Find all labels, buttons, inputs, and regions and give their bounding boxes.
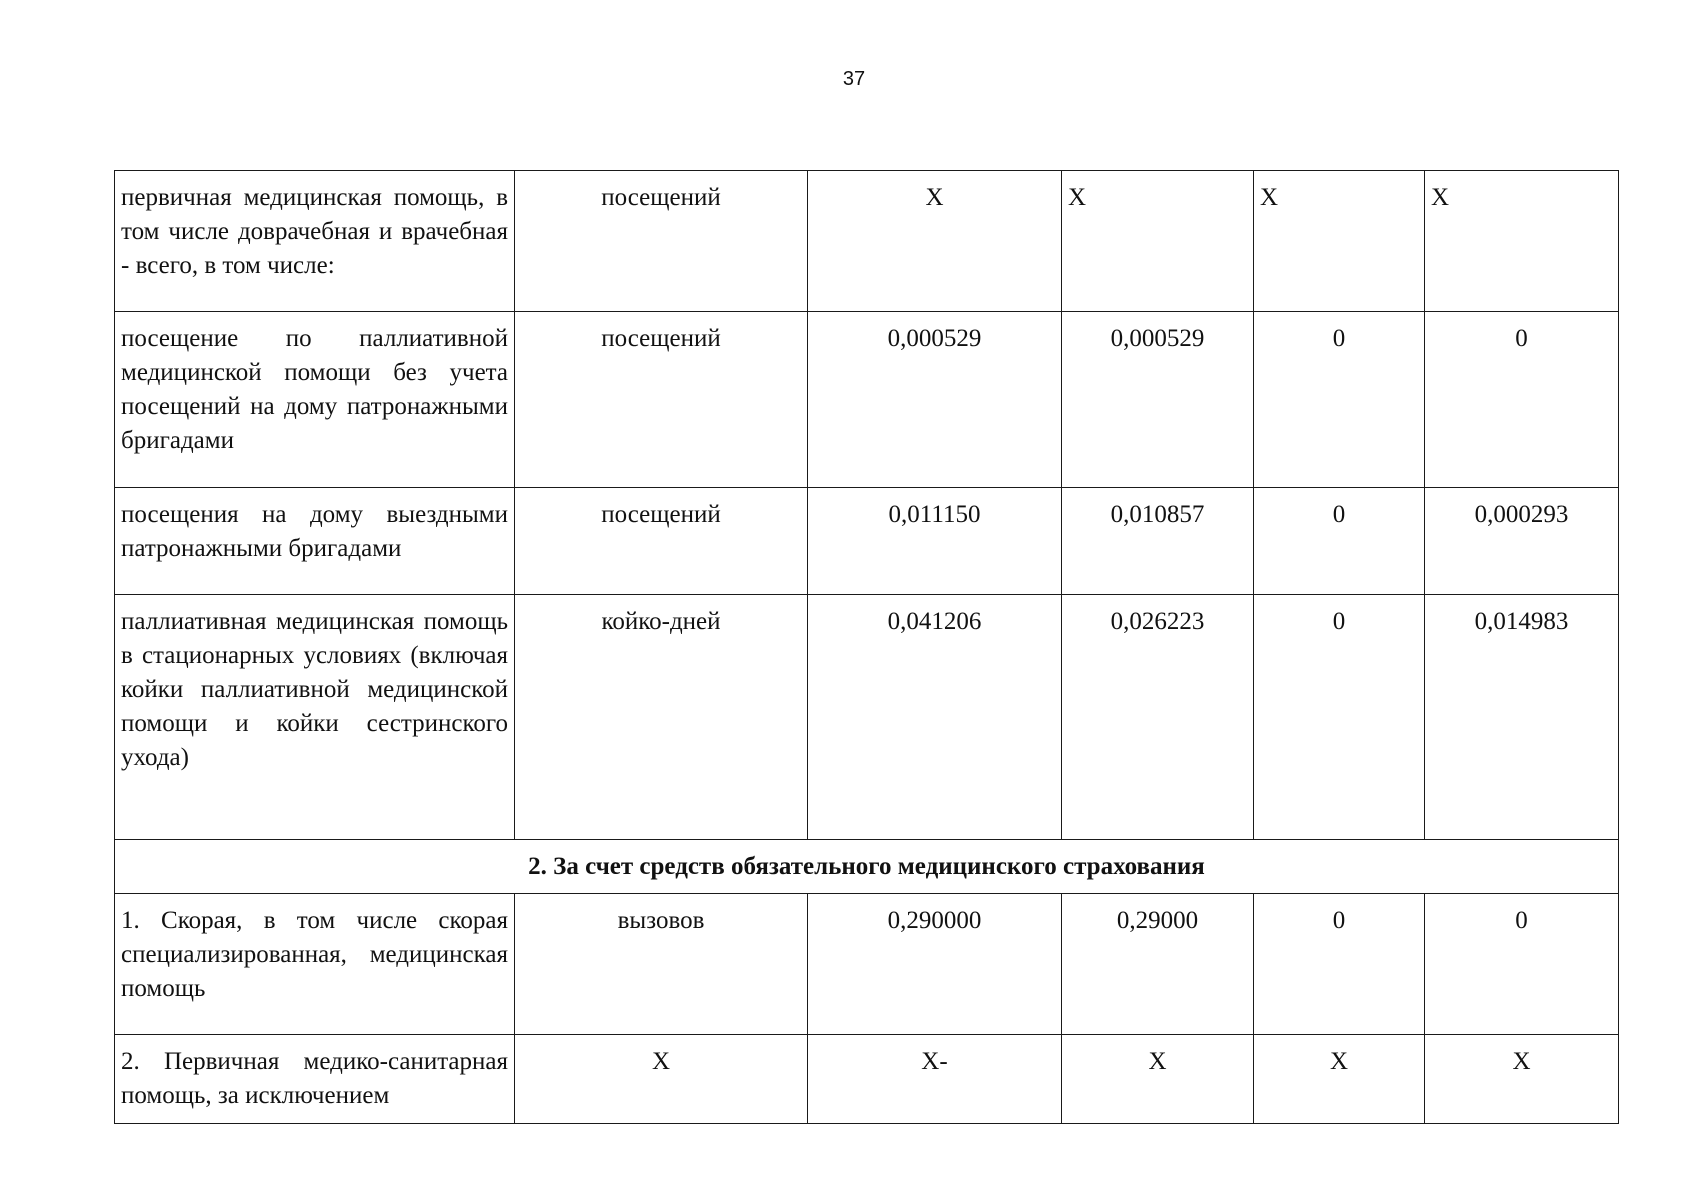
page-number: 37 xyxy=(842,68,866,90)
value-cell: Х xyxy=(1254,1035,1425,1124)
row-label: первичная медицинская помощь, в том числе доврачебная и врачебная - всего, в том числе: xyxy=(115,171,515,312)
section-title: 2. За счет средств обязательного медицинского страхования xyxy=(115,840,1619,894)
unit-cell: посещений xyxy=(515,312,808,488)
row-label: посещения на дому выездными патронажными бригадами xyxy=(115,488,515,595)
row-label: 2. Первичная медико-санитарная помощь, за исключением xyxy=(115,1035,515,1124)
table-row xyxy=(115,171,1619,312)
value-cell: 0,026223 xyxy=(1062,595,1254,840)
unit-cell: посещений xyxy=(515,488,808,595)
data-table xyxy=(114,170,1619,1124)
value-cell: 0,29000 xyxy=(1062,894,1254,1035)
unit-cell: Х xyxy=(515,1035,808,1124)
value-cell: 0,011150 xyxy=(808,488,1062,595)
value-cell: 0 xyxy=(1254,488,1425,595)
value-cell: 0 xyxy=(1254,894,1425,1035)
table-row xyxy=(115,1035,1619,1124)
value-cell: Х xyxy=(1254,171,1425,312)
value-cell: 0,014983 xyxy=(1425,595,1619,840)
value-cell: 0,010857 xyxy=(1062,488,1254,595)
value-cell: Х xyxy=(1425,1035,1619,1124)
value-cell: Х xyxy=(1062,171,1254,312)
unit-cell: посещений xyxy=(515,171,808,312)
value-cell: 0,041206 xyxy=(808,595,1062,840)
table-row xyxy=(115,595,1619,840)
value-cell: 0,000293 xyxy=(1425,488,1619,595)
section-header-row xyxy=(115,840,1619,894)
value-cell: Х xyxy=(808,171,1062,312)
table-row xyxy=(115,894,1619,1035)
unit-cell: вызовов xyxy=(515,894,808,1035)
row-label: 1. Скорая, в том числе скорая специализированная, медицинская помощь xyxy=(115,894,515,1035)
value-cell: Х- xyxy=(808,1035,1062,1124)
unit-cell: койко-дней xyxy=(515,595,808,840)
value-cell: 0,290000 xyxy=(808,894,1062,1035)
value-cell: Х xyxy=(1425,171,1619,312)
value-cell: 0 xyxy=(1425,894,1619,1035)
value-cell: 0 xyxy=(1425,312,1619,488)
value-cell: 0 xyxy=(1254,312,1425,488)
value-cell: 0 xyxy=(1254,595,1425,840)
value-cell: 0,000529 xyxy=(808,312,1062,488)
row-label: посещение по паллиативной медицинской помощи без учета посещений на дому патронажными бригадами xyxy=(115,312,515,488)
row-label: паллиативная медицинская помощь в стационарных условиях (включая койки паллиативной медицинской помощи и койки сестринского ухода) xyxy=(115,595,515,840)
value-cell: Х xyxy=(1062,1035,1254,1124)
value-cell: 0,000529 xyxy=(1062,312,1254,488)
table-row xyxy=(115,312,1619,488)
table-row xyxy=(115,488,1619,595)
